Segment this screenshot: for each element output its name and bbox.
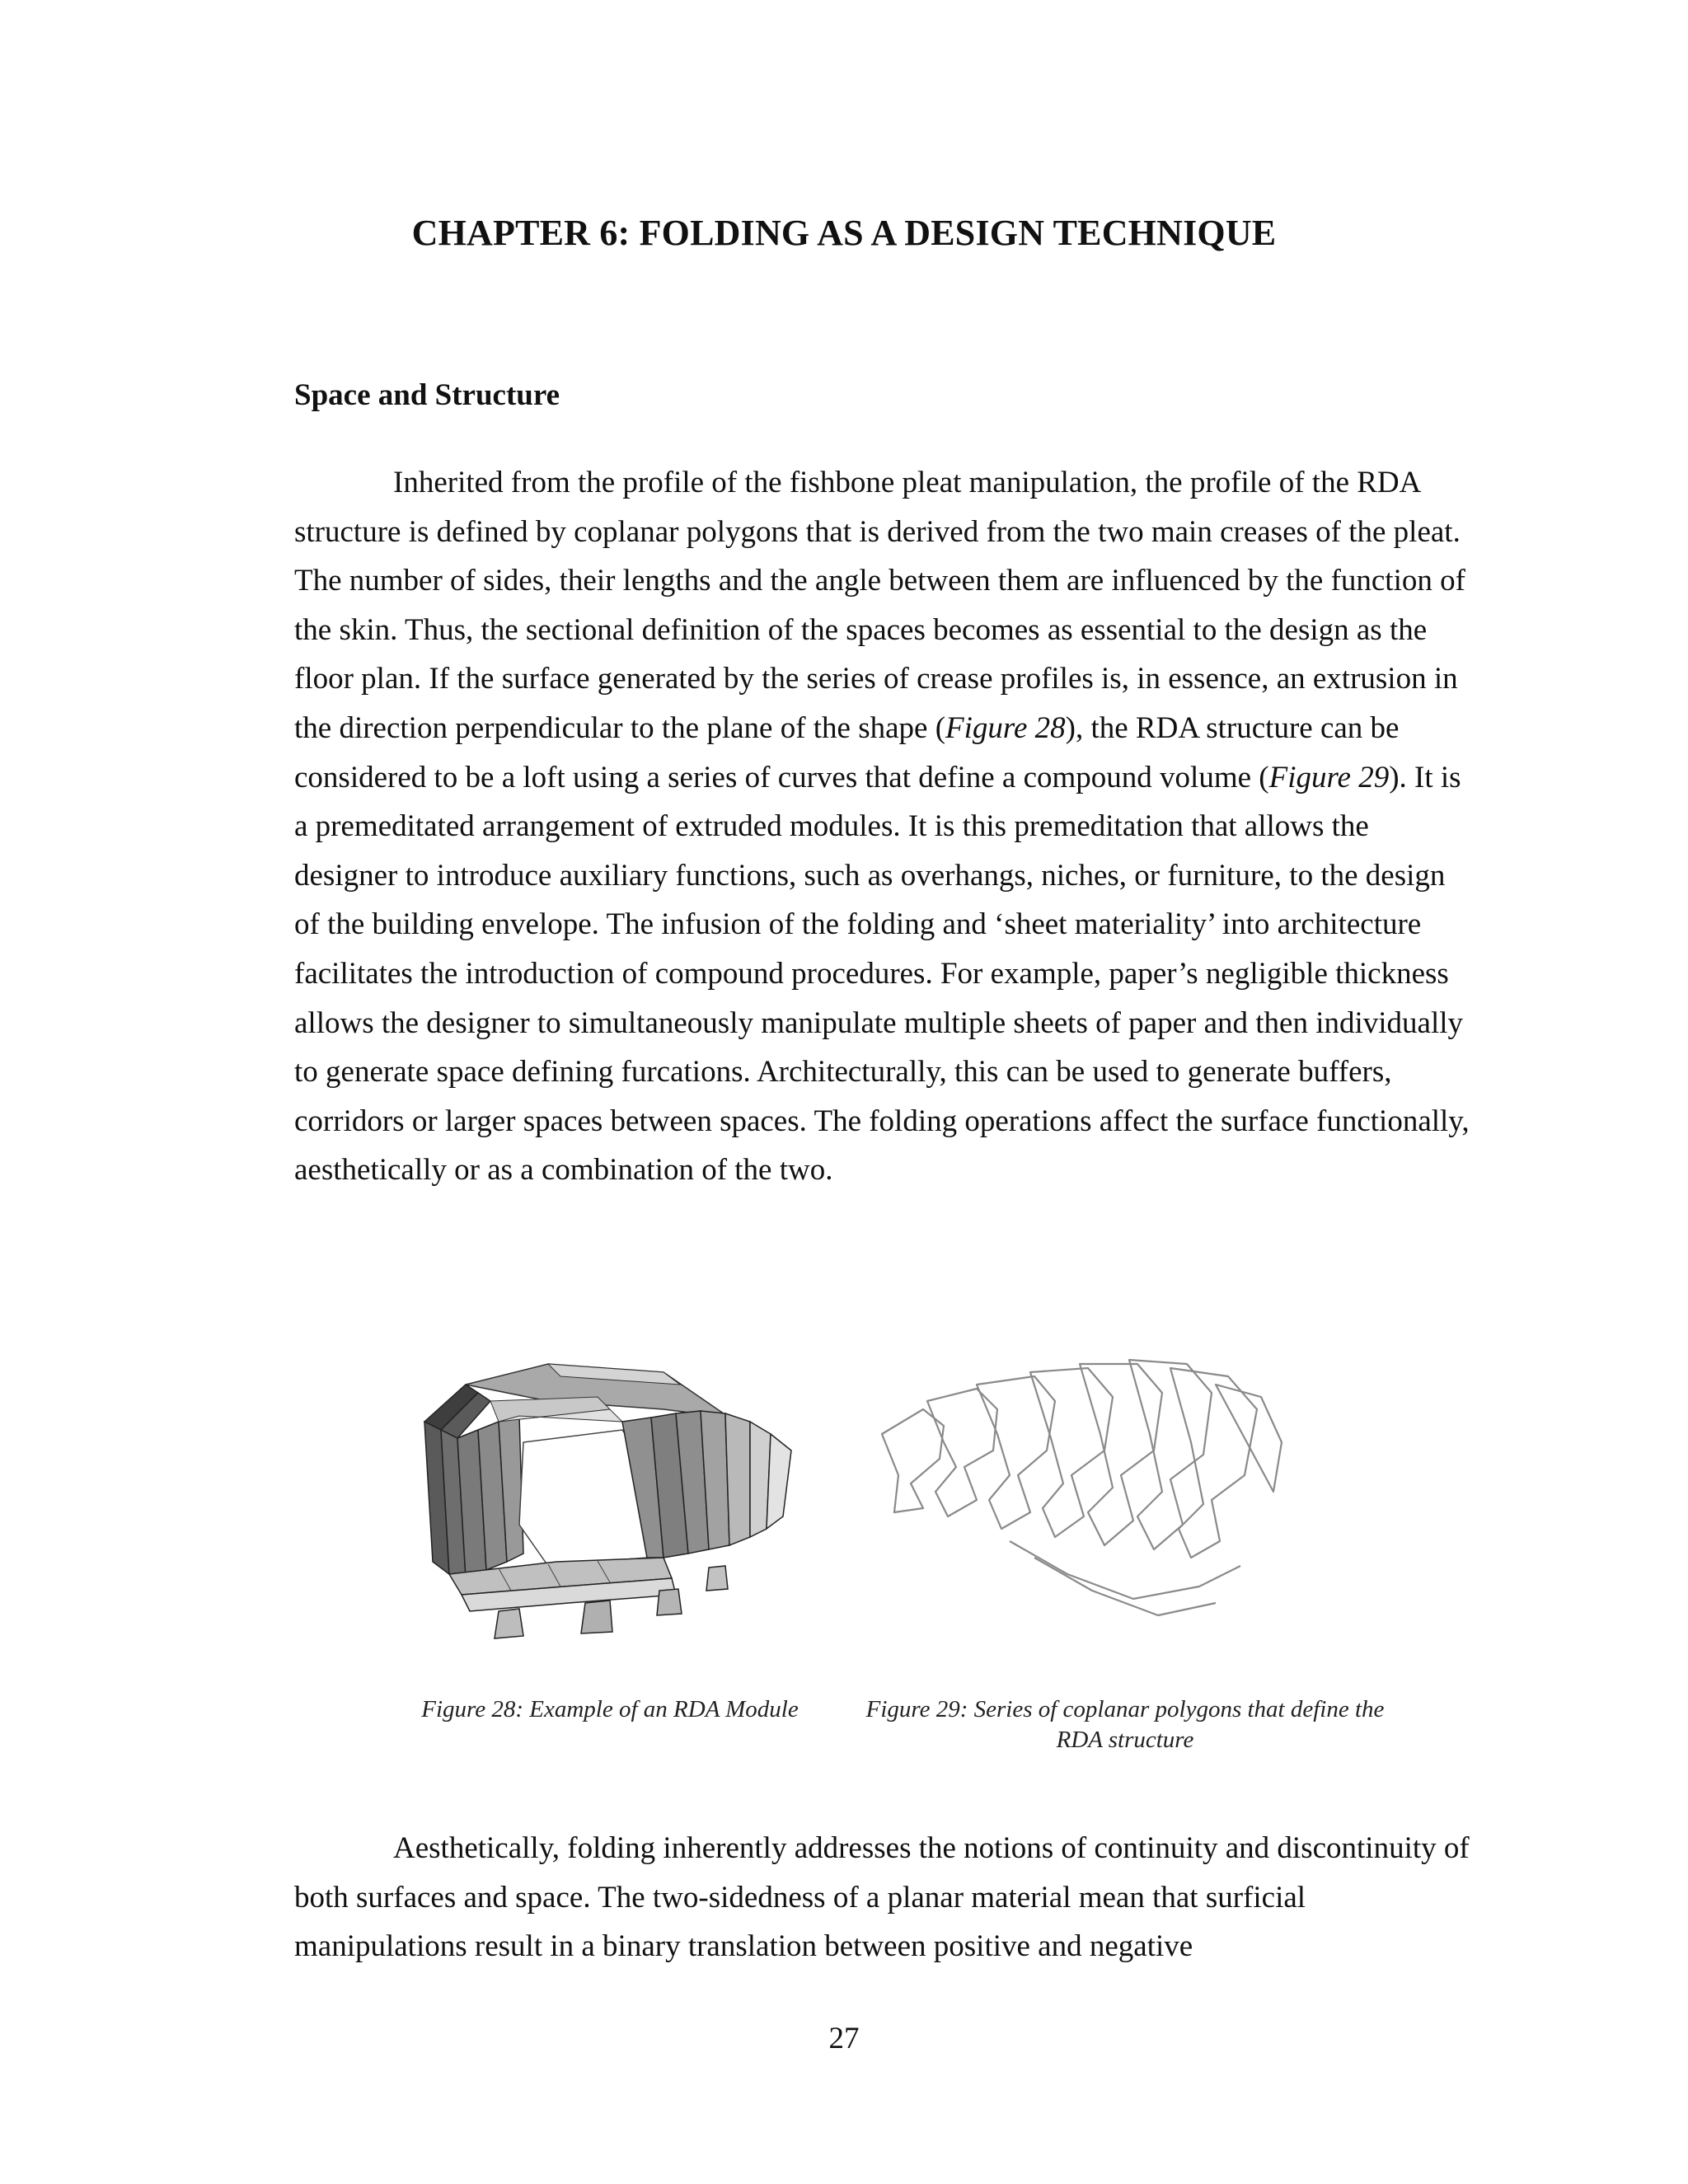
figure-28-caption: Figure 28: Example of an RDA Module bbox=[421, 1696, 799, 1722]
paragraph-text: Inherited from the profile of the fishbone pleat manipulation, the profile of the RDA structure is defined by coplanar polygons that is derived from the two main creases of the pleat. The number of sides, their lengths and the angle between them are influenced by the function of the skin. Thus, the sectional definition of the spaces becomes as essential to the design as the floor plan. If the surface generated by the series of crease profiles is, in essence, an extrusion in the direction perpendicular to the plane of the shape ( bbox=[294, 466, 1465, 745]
section-heading: Space and Structure bbox=[294, 378, 560, 412]
body-paragraph-1 bbox=[294, 458, 1473, 1195]
body-paragraph-2: Aesthetically, folding inherently addresses the notions of continuity and discontinuity of both surfaces and space. The two-sidedness of a planar material mean that surficial manipulations result in a binary translation between positive and negative bbox=[294, 1831, 1470, 1964]
page-number: 27 bbox=[828, 2022, 860, 2055]
chapter-title: CHAPTER 6: FOLDING AS A DESIGN TECHNIQUE bbox=[411, 213, 1277, 254]
rda-module-illustration bbox=[416, 1352, 804, 1665]
figure-reference: Figure 29 bbox=[1268, 760, 1390, 794]
figure-28-rda-module bbox=[416, 1352, 804, 1665]
figure-29-caption: Figure 29: Series of coplanar polygons that define the RDA structure bbox=[865, 1696, 1385, 1753]
figure-29-coplanar-polygons bbox=[878, 1352, 1306, 1665]
figure-reference: Figure 28 bbox=[945, 710, 1066, 745]
coplanar-polygons-illustration bbox=[878, 1352, 1306, 1665]
paragraph-text: ), the RDA structure can be considered to be a loft using a series of curves that define a compound volume ( bbox=[294, 710, 1400, 794]
paragraph-text: ). It is a premeditated arrangement of extruded modules. It is this premeditation that allows the designer to introduce auxiliary functions, such as overhangs, niches, or furniture, to the design of the building envelope. The infusion of the folding and ‘sheet materiality’ into architecture facilitates the introduction of compound procedures. For example, paper’s negligible thickness allows the designer to simultaneously manipulate multiple sheets of paper and then individually to generate space defining furcations. Architecturally, this can be used to generate buffers, corridors or larger spaces between spaces. The folding operations affect the surface functionally, aesthetically or as a combination of the two. bbox=[294, 760, 1470, 1188]
